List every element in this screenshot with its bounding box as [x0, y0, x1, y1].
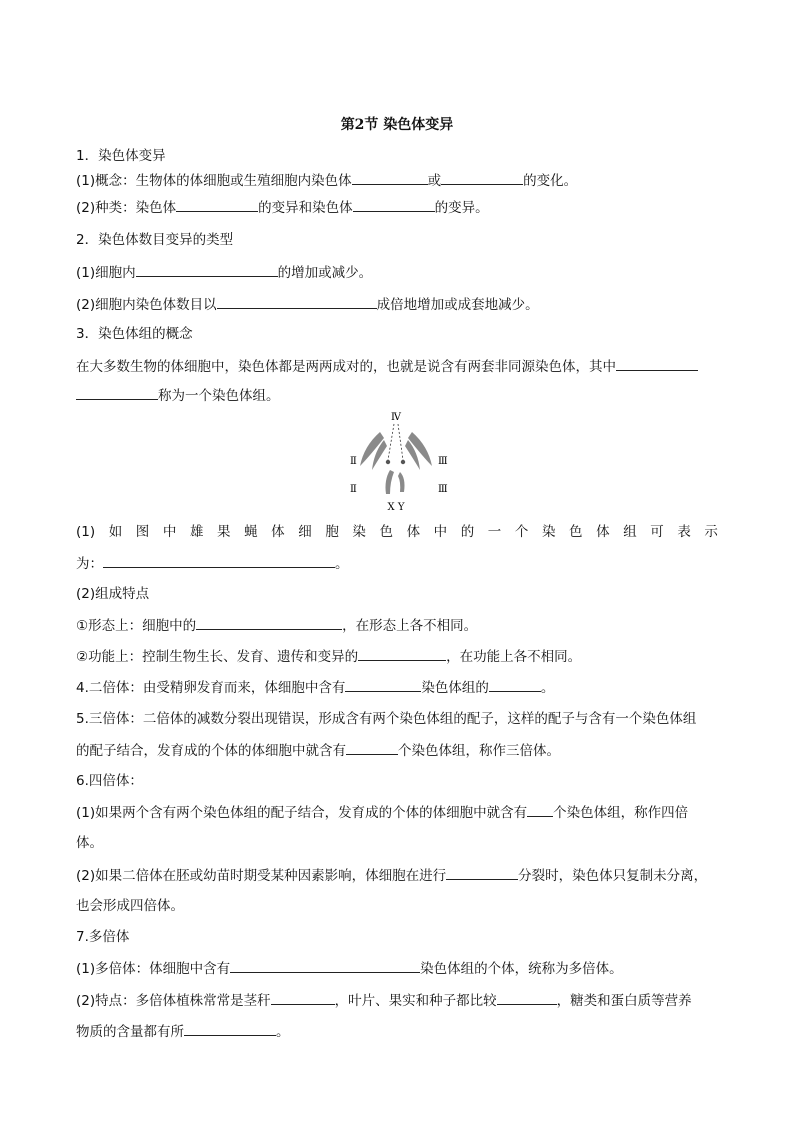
q1-text-end: 。	[335, 556, 349, 572]
q1-text-b: 为：	[76, 556, 103, 572]
blank-tetraploid-2[interactable]	[446, 865, 518, 880]
q1-char: 体	[271, 524, 285, 540]
polyploid-text-f: 物质的含量都有所	[76, 1024, 184, 1040]
number-variation-text-d: 成倍地增加或成套地减少。	[376, 297, 539, 313]
type-line	[76, 197, 489, 218]
chromosome-y	[398, 472, 405, 492]
blank-function[interactable]	[358, 646, 446, 661]
blank-polyploid-3[interactable]	[497, 990, 557, 1005]
tetraploid-text-c: (2)如果二倍体在胚或幼苗时期受某种因素影响，体细胞在进行	[76, 868, 447, 884]
q1-char: 示	[704, 524, 718, 540]
section-3-heading: 3．染色体组的概念	[76, 326, 193, 342]
question-1-line	[76, 522, 718, 542]
polyploid-text-d: ，叶片、果实和种子都比较	[334, 993, 497, 1009]
blank-shape[interactable]	[196, 615, 342, 630]
polyploid-text-e: ，糖类和蛋白质等营养	[556, 993, 692, 1009]
chromosome-iv-right	[401, 460, 405, 464]
triploid-text-b: 个染色体组，称作三倍体。	[398, 743, 560, 759]
blank-concept-2[interactable]	[441, 170, 523, 185]
q1-char: 色	[569, 524, 583, 540]
tetraploid-line-4: 也会形成四倍体。	[76, 898, 184, 914]
number-variation-text-c: (2)细胞内染色体数目以	[76, 297, 217, 313]
concept-line	[76, 170, 577, 191]
label-iv: Ⅳ	[391, 412, 401, 423]
q1-char: (1)	[76, 524, 96, 540]
q1-char: 色	[379, 524, 393, 540]
q1-char: 图	[135, 524, 150, 540]
blank-type-1[interactable]	[176, 197, 258, 212]
blank-diploid-1[interactable]	[345, 677, 421, 692]
label-xy: X Y	[387, 502, 405, 513]
iv-pointer-right	[398, 424, 403, 460]
number-variation-text-b: 的增加或减少。	[277, 265, 373, 281]
concept-text-a: (1)概念：生物体的体细胞或生殖细胞内染色体	[76, 173, 352, 189]
section-6-heading: 6.四倍体：	[76, 773, 143, 789]
q1-char: 体	[596, 524, 610, 540]
diploid-line	[76, 677, 554, 698]
triploid-text-a: 的配子结合，发育成的个体的体细胞中就含有	[76, 743, 346, 759]
shape-text-a: ①形态上：细胞中的	[76, 618, 197, 634]
composition-heading: (2)组成特点	[76, 586, 150, 602]
section-7-heading: 7.多倍体	[76, 929, 130, 945]
type-text-c: 的变异。	[434, 200, 489, 216]
chromosome-set-text-b: 称为一个染色体组。	[158, 388, 280, 404]
q1-char: 雄	[189, 524, 204, 540]
polyploid-text-a: (1)多倍体：体细胞中含有	[76, 961, 231, 977]
chromosome-iv-left	[386, 460, 390, 464]
function-text-a: ②功能上：控制生物生长、发育、遗传和变异的	[76, 649, 359, 665]
diploid-text-a: 4.二倍体：由受精卵发育而来，体细胞中含有	[76, 680, 346, 696]
number-variation-line-1	[76, 262, 372, 283]
polyploid-line-1	[76, 958, 623, 979]
diploid-text-b: 染色体组的	[421, 680, 489, 696]
number-variation-line-2	[76, 294, 539, 315]
polyploid-text-b: 染色体组的个体，统称为多倍体。	[420, 961, 623, 977]
diploid-text-c: 。	[540, 680, 555, 696]
q1-char: 体	[406, 524, 421, 540]
chromosome-set-paragraph-line-2	[76, 385, 280, 406]
drosophila-chromosome-diagram	[340, 408, 454, 514]
q1-char: 果	[217, 524, 231, 540]
q1-char: 如	[108, 524, 123, 540]
blank-polyploid-4[interactable]	[184, 1021, 276, 1036]
concept-text-b: 或	[427, 173, 442, 189]
blank-concept-1[interactable]	[352, 170, 428, 185]
polyploid-text-g: 。	[276, 1024, 290, 1040]
function-text-b: ，在功能上各不相同。	[446, 649, 582, 665]
chromosome-set-text-a: 在大多数生物的体细胞中，染色体都是两两成对的，也就是说含有两套非同源染色体，其中	[76, 359, 616, 375]
q1-char: 胞	[325, 524, 339, 540]
type-text-a: (2)种类：染色体	[76, 200, 177, 216]
blank-diploid-2[interactable]	[489, 677, 541, 692]
shape-text-b: ，在形态上各不相同。	[342, 618, 478, 634]
q1-char: 组	[623, 524, 637, 540]
tetraploid-text-a: (1)如果两个含有两个染色体组的配子结合，发育成的个体的体细胞中就含有	[76, 805, 528, 821]
blank-set-1a[interactable]	[616, 356, 698, 371]
q1-char: 细	[298, 524, 312, 540]
label-ii-top: Ⅱ	[350, 456, 357, 467]
q1-char: 一	[487, 524, 502, 540]
number-variation-text-a: (1)细胞内	[76, 265, 136, 281]
blank-type-2[interactable]	[353, 197, 435, 212]
polyploid-text-c: (2)特点：多倍体植株常常是茎秆	[76, 993, 271, 1009]
triploid-line-1: 5.三倍体：二倍体的减数分裂出现错误，形成含有两个染色体组的配子，这样的配子与含有一个染色体组	[76, 711, 697, 727]
blank-q1[interactable]	[103, 553, 335, 568]
q1-char: 个	[514, 524, 529, 540]
blank-set-1b[interactable]	[76, 385, 158, 400]
q1-char: 可	[650, 524, 664, 540]
shape-line	[76, 615, 477, 636]
blank-number-2[interactable]	[217, 294, 377, 309]
q1-char: 中	[162, 524, 177, 540]
blank-polyploid-2[interactable]	[271, 990, 335, 1005]
q1-char: 染	[541, 524, 556, 540]
label-iii-bottom: Ⅲ	[438, 484, 448, 495]
blank-number-1[interactable]	[136, 262, 278, 277]
concept-text-c: 的变化。	[523, 173, 578, 189]
triploid-line-2	[76, 740, 560, 761]
blank-polyploid-1[interactable]	[230, 958, 420, 973]
q1-char: 蝇	[244, 524, 258, 540]
tetraploid-text-d: 分裂时，染色体只复制未分离，	[518, 868, 708, 884]
tetraploid-line-1	[76, 802, 688, 823]
q1-char: 中	[433, 524, 448, 540]
question-1-answer-line	[76, 553, 349, 574]
function-line	[76, 646, 581, 667]
iv-pointer-left	[388, 424, 394, 460]
label-ii-bottom: Ⅱ	[350, 484, 357, 495]
page-title: 第2节 染色体变异	[340, 117, 454, 133]
q1-char: 的	[460, 524, 475, 540]
chromosome-set-paragraph-line-1	[76, 356, 698, 377]
polyploid-line-2	[76, 990, 692, 1011]
tetraploid-line-3	[76, 865, 707, 886]
q1-char: 表	[677, 524, 691, 540]
label-iii-top: Ⅲ	[438, 456, 448, 467]
blank-triploid[interactable]	[346, 740, 398, 755]
q1-char: 染	[352, 524, 366, 540]
type-text-b: 的变异和染色体	[258, 200, 353, 216]
polyploid-line-3	[76, 1021, 290, 1042]
section-1-heading: 1．染色体变异	[76, 148, 166, 164]
tetraploid-line-2: 体。	[76, 835, 103, 851]
section-2-heading: 2．染色体数目变异的类型	[76, 232, 234, 248]
chromosome-x	[386, 470, 395, 494]
tetraploid-text-b: 个染色体组，称作四倍	[553, 805, 689, 821]
blank-tetraploid-1[interactable]	[527, 802, 553, 817]
